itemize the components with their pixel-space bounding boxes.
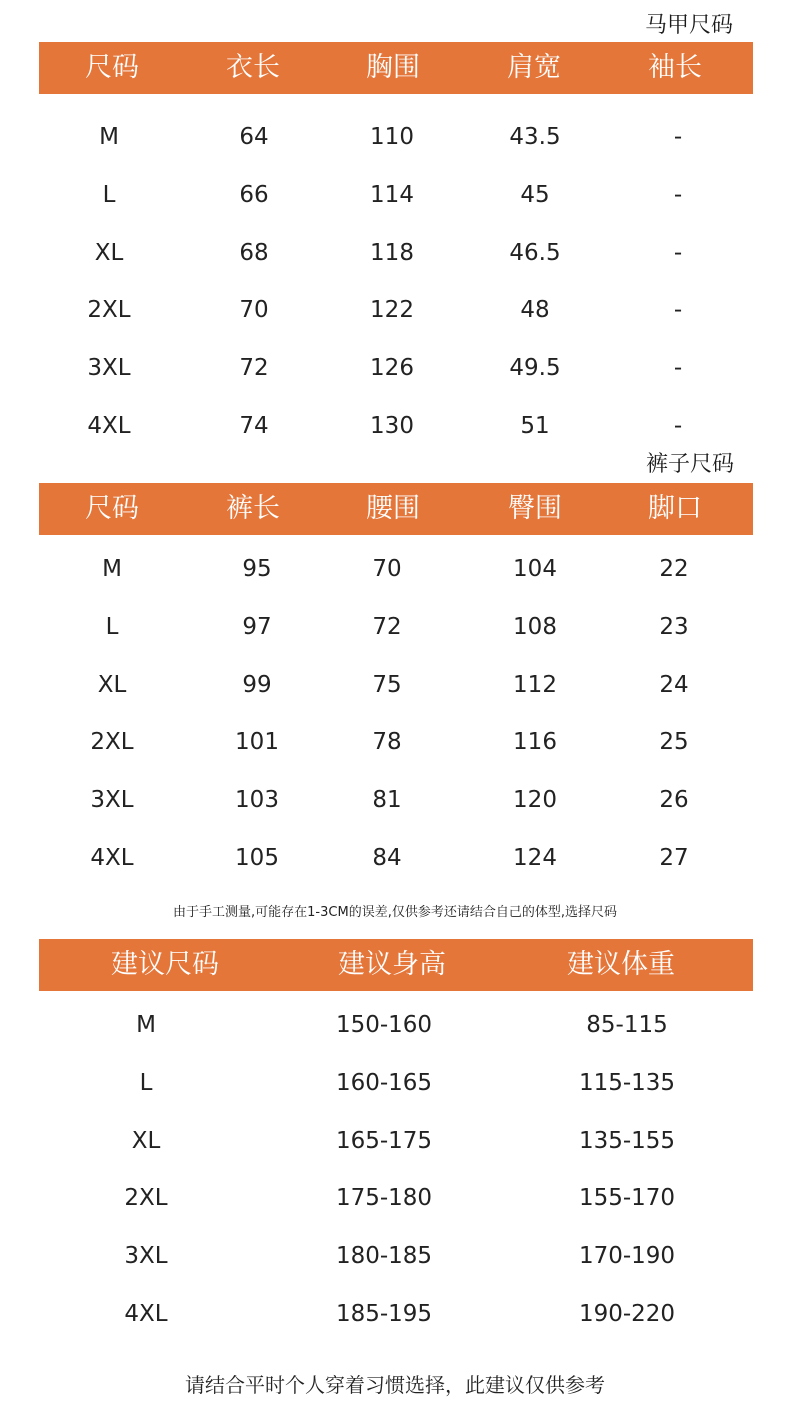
- vest-cell-size: XL: [94, 240, 124, 266]
- table-row: [39, 1063, 753, 1103]
- vest-header-length: 衣长: [226, 52, 280, 83]
- recommend-cell-height: 150-160: [335, 1012, 433, 1038]
- pants-header-waist: 腰围: [366, 493, 420, 524]
- table-row: [39, 175, 753, 215]
- vest-header-sleeve: 袖长: [648, 52, 702, 83]
- vest-cell-shoulder: 51: [520, 413, 550, 439]
- vest-cell-chest: 118: [370, 240, 414, 266]
- pants-cell-waist: 70: [372, 556, 402, 582]
- pants-cell-hem: 26: [659, 787, 689, 813]
- pants-cell-waist: 78: [372, 729, 402, 755]
- recommend-cell-height: 165-175: [335, 1128, 433, 1154]
- vest-size-label: 马甲尺码: [645, 13, 734, 38]
- table-row: [39, 1005, 753, 1045]
- vest-header-shoulder: 肩宽: [507, 52, 561, 83]
- vest-cell-size: L: [102, 182, 116, 208]
- table-row: [39, 348, 753, 388]
- table-row: [39, 406, 753, 446]
- pants-cell-size: M: [102, 556, 122, 582]
- pants-cell-length: 101: [235, 729, 279, 755]
- recommend-cell-height: 160-165: [335, 1070, 433, 1096]
- vest-cell-chest: 114: [370, 182, 414, 208]
- recommend-header-weight: 建议体重: [567, 949, 675, 980]
- pants-cell-waist: 81: [372, 787, 402, 813]
- recommend-cell-size: 3XL: [124, 1243, 168, 1269]
- pants-header-hem: 脚口: [648, 493, 702, 524]
- recommend-cell-height: 180-185: [335, 1243, 433, 1269]
- vest-cell-shoulder: 48: [520, 297, 550, 323]
- table-row: [39, 780, 753, 820]
- table-row: [39, 722, 753, 762]
- pants-cell-length: 103: [235, 787, 279, 813]
- recommend-cell-weight: 135-155: [578, 1128, 676, 1154]
- measurement-note: 由于手工测量,可能存在1-3CM的误差,仅供参考还请结合自己的体型,选择尺码: [173, 905, 617, 920]
- vest-cell-shoulder: 43.5: [509, 124, 561, 150]
- vest-cell-sleeve: -: [673, 240, 683, 266]
- pants-table-header: [39, 483, 753, 535]
- pants-cell-hem: 22: [659, 556, 689, 582]
- vest-cell-sleeve: -: [673, 297, 683, 323]
- pants-header-length: 裤长: [226, 493, 280, 524]
- recommend-cell-size: XL: [131, 1128, 161, 1154]
- recommend-cell-weight: 85-115: [586, 1012, 668, 1038]
- pants-cell-size: L: [105, 614, 119, 640]
- table-row: [39, 665, 753, 705]
- vest-cell-size: 3XL: [87, 355, 131, 381]
- table-row: [39, 838, 753, 878]
- table-row: [39, 1121, 753, 1161]
- pants-cell-hem: 23: [659, 614, 689, 640]
- recommend-table-header: [39, 939, 753, 991]
- vest-cell-length: 66: [239, 182, 269, 208]
- pants-header-size: 尺码: [85, 493, 139, 524]
- vest-cell-chest: 126: [370, 355, 414, 381]
- pants-cell-waist: 72: [372, 614, 402, 640]
- table-row: [39, 1294, 753, 1334]
- pants-cell-length: 95: [242, 556, 272, 582]
- pants-cell-size: 4XL: [90, 845, 134, 871]
- recommend-cell-size: 4XL: [124, 1301, 168, 1327]
- recommend-cell-weight: 155-170: [578, 1185, 676, 1211]
- vest-cell-sleeve: -: [673, 413, 683, 439]
- pants-cell-hip: 112: [513, 672, 557, 698]
- vest-cell-length: 72: [239, 355, 269, 381]
- recommend-cell-height: 175-180: [335, 1185, 433, 1211]
- vest-cell-sleeve: -: [673, 124, 683, 150]
- table-row: [39, 549, 753, 589]
- recommend-header-size: 建议尺码: [111, 949, 219, 980]
- vest-cell-length: 64: [239, 124, 269, 150]
- table-row: [39, 1178, 753, 1218]
- pants-cell-hem: 27: [659, 845, 689, 871]
- pants-cell-hip: 108: [513, 614, 557, 640]
- recommend-cell-size: 2XL: [124, 1185, 168, 1211]
- vest-cell-size: M: [99, 124, 119, 150]
- footer-note: 请结合平时个人穿着习惯选择，此建议仅供参考: [185, 1373, 605, 1397]
- recommend-cell-size: L: [139, 1070, 153, 1096]
- pants-cell-size: 3XL: [90, 787, 134, 813]
- vest-table-header: [39, 42, 753, 94]
- pants-cell-hip: 120: [513, 787, 557, 813]
- vest-cell-chest: 122: [370, 297, 414, 323]
- pants-header-hip: 臀围: [508, 493, 562, 524]
- vest-cell-chest: 110: [370, 124, 414, 150]
- table-row: [39, 607, 753, 647]
- table-row: [39, 117, 753, 157]
- table-row: [39, 233, 753, 273]
- pants-cell-size: 2XL: [90, 729, 134, 755]
- pants-cell-hip: 116: [513, 729, 557, 755]
- pants-cell-hip: 124: [513, 845, 557, 871]
- pants-size-label: 裤子尺码: [646, 452, 735, 477]
- pants-cell-size: XL: [97, 672, 127, 698]
- vest-cell-shoulder: 45: [520, 182, 550, 208]
- pants-cell-length: 105: [235, 845, 279, 871]
- recommend-cell-size: M: [136, 1012, 156, 1038]
- vest-cell-shoulder: 49.5: [509, 355, 561, 381]
- pants-cell-length: 97: [242, 614, 272, 640]
- vest-cell-length: 74: [239, 413, 269, 439]
- pants-cell-waist: 84: [372, 845, 402, 871]
- vest-cell-length: 70: [239, 297, 269, 323]
- vest-cell-sleeve: -: [673, 182, 683, 208]
- vest-cell-shoulder: 46.5: [509, 240, 561, 266]
- vest-header-size: 尺码: [85, 52, 139, 83]
- vest-cell-size: 2XL: [87, 297, 131, 323]
- pants-cell-hem: 25: [659, 729, 689, 755]
- vest-header-chest: 胸围: [366, 52, 420, 83]
- recommend-cell-weight: 190-220: [578, 1301, 676, 1327]
- table-row: [39, 290, 753, 330]
- vest-cell-length: 68: [239, 240, 269, 266]
- recommend-cell-weight: 115-135: [578, 1070, 676, 1096]
- pants-cell-hem: 24: [659, 672, 689, 698]
- pants-cell-waist: 75: [372, 672, 402, 698]
- table-row: [39, 1236, 753, 1276]
- vest-cell-size: 4XL: [87, 413, 131, 439]
- vest-cell-chest: 130: [370, 413, 414, 439]
- recommend-header-height: 建议身高: [338, 949, 446, 980]
- recommend-cell-weight: 170-190: [578, 1243, 676, 1269]
- pants-cell-length: 99: [242, 672, 272, 698]
- pants-cell-hip: 104: [513, 556, 557, 582]
- vest-cell-sleeve: -: [673, 355, 683, 381]
- recommend-cell-height: 185-195: [335, 1301, 433, 1327]
